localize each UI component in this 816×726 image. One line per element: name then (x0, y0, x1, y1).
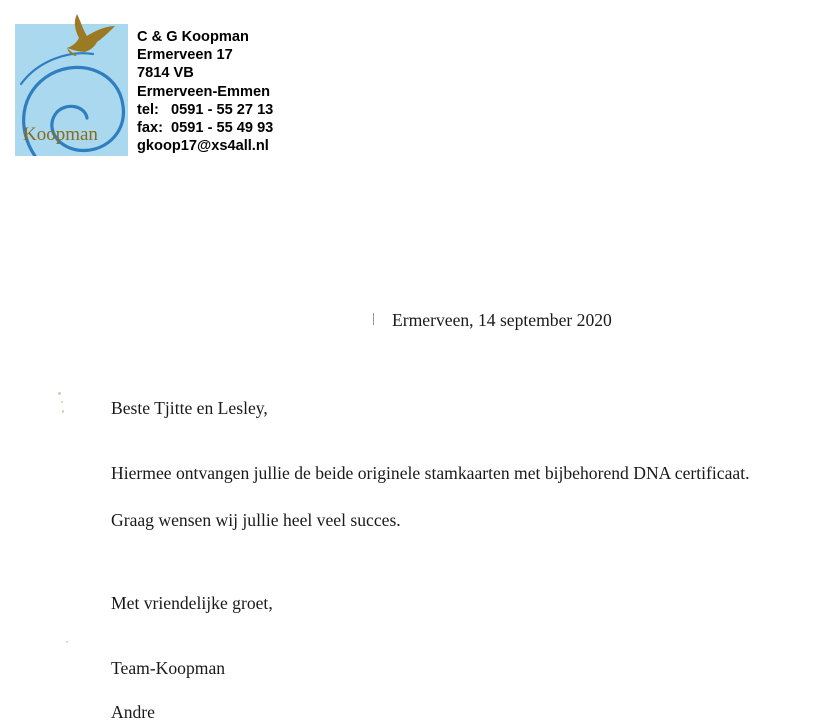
scan-speck (61, 401, 63, 403)
sender-street: Ermerveen 17 (137, 47, 233, 64)
letter-signature: Andre (111, 702, 155, 722)
sender-fax: fax: 0591 - 55 49 93 (137, 120, 274, 137)
letter-team-name: Team-Koopman (111, 658, 226, 678)
letter-salutation: Beste Tjitte en Lesley, (111, 398, 268, 418)
scan-speck (58, 392, 61, 395)
letter-paragraph: Graag wensen wij jullie heel veel succes. (111, 510, 401, 530)
scan-mark (373, 313, 374, 325)
sender-telephone: tel: 0591 - 55 27 13 (137, 101, 274, 118)
sender-postcode: 7814 VB (137, 65, 194, 82)
letter-closing: Met vriendelijke groet, (111, 593, 273, 613)
scan-speck (66, 641, 68, 643)
letter-date: Ermerveen, 14 september 2020 (392, 310, 612, 330)
sender-address-block (137, 28, 273, 155)
logo-wordmark: Koopman (23, 124, 98, 145)
koopman-logo-graphic (15, 10, 128, 156)
sender-name: C & G Koopman (137, 29, 249, 45)
letter-paragraph: Hiermee ontvangen jullie de beide originele stamkaarten met bijbehorend DNA certificaat. (111, 463, 750, 483)
company-logo (15, 10, 128, 156)
scan-speck (62, 410, 64, 413)
sender-city: Ermerveen-Emmen (137, 83, 271, 100)
sender-email: gkoop17@xs4all.nl (137, 138, 269, 155)
